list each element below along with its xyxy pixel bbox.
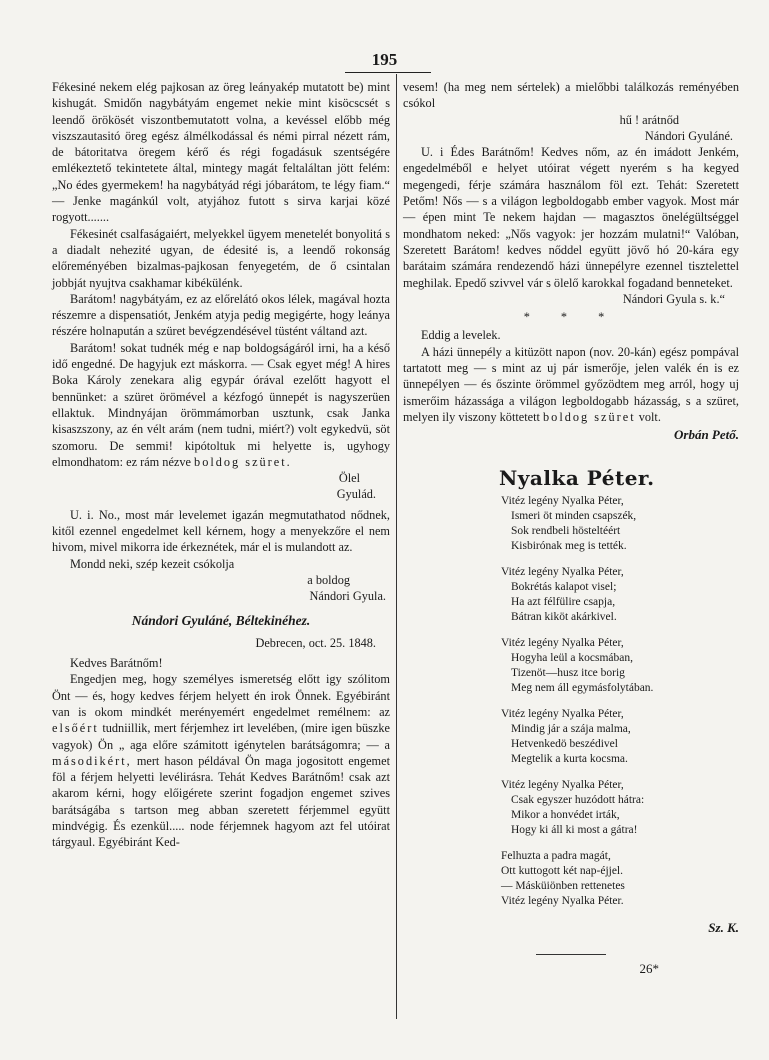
- footer-rule: [536, 954, 606, 955]
- poem-line: Hetvenkedö beszédivel: [511, 737, 618, 750]
- signer-name: Nándori Gyuláné.: [644, 128, 733, 143]
- poem-line: Ott kuttogott két nap-éjjel.: [501, 864, 624, 877]
- poem-line: — Másküiönben rettenetes: [501, 879, 625, 892]
- poem-line: Tizenöt—husz itce borig: [511, 666, 625, 679]
- spaced-text: másodikért,: [52, 753, 132, 768]
- poem-line: Bátran kiköt akárkivel.: [511, 610, 617, 623]
- spaced-text: elsőért: [52, 721, 99, 736]
- footer-mark: 26*: [639, 961, 659, 977]
- poem-line: Vitéz legény Nyalka Péter,: [501, 636, 624, 649]
- poem-line: Hogy ki áll ki most a gátra!: [511, 823, 638, 836]
- poem-line: Kisbirónak meg is tették.: [511, 539, 627, 552]
- paragraph: Eddig a levelek.: [421, 328, 501, 343]
- poem-line: Vitéz legény Nyalka Péter,: [501, 707, 624, 720]
- poem-line: Hogyha leül a kocsmában,: [511, 651, 633, 664]
- paragraph: Mondd neki, szép kezeit csókolja: [70, 556, 235, 571]
- poem-line: Mikor a honvédet irták,: [511, 808, 620, 821]
- poem-line: Felhuzta a padra magát,: [501, 849, 611, 862]
- poem-stanza: [501, 636, 739, 696]
- poem-title: Nyalka Péter.: [499, 465, 655, 490]
- poem-line: Meg nem áll egymásfolytában.: [511, 681, 654, 694]
- poem: [501, 494, 739, 909]
- poem-line: Vitéz legény Nyalka Péter,: [501, 494, 624, 507]
- spaced-text: boldog szüret.: [194, 454, 292, 469]
- poem-line: Csak egyszer huzódott hátra:: [511, 793, 645, 806]
- salutation: Kedves Barátnőm!: [70, 656, 163, 671]
- signer-name: Nándori Gyula s. k.“: [622, 291, 725, 306]
- paragraph: Barátom! nagybátyám, ez az előrelátó okos lélek, magával hozta részemre a dispensatiót, Jenkém atyja pedig megigérte, hogy leánya részére holnapután a szüret bevégzendésével tüstént váltand azt.: [52, 291, 390, 339]
- letter-heading: Nándori Gyuláné, Béltekinéhez.: [131, 612, 311, 628]
- spaced-text: boldog szüret: [543, 409, 636, 424]
- poem-line: Bokrétás kalapot visel;: [511, 580, 617, 593]
- paragraph-text: Engedjen meg, hogy személyes ismeretség előtt igy szólitom Önt — és, hogy kedves férjem helyett én irok Önnek. Egyébiránt van is okom mindkét merényemért engedelmet remélnem: az: [52, 672, 390, 719]
- paragraph-text: mert hason példával Ön maga jogositott engemet föl a férjem helyetti levélirásra. Tehát Kedves Barátnőm! csak azt akarom kérni, hogy előigérete szerint fogadjon engemet szives barátságába s tartson meg abban szeretett férjemmel együtt mindvégig. És ezenkül..... node férjemnek hagyom azt fel utóirat tárgyaul. Egyébiránt Ked-: [52, 753, 390, 850]
- paragraph: Fékesinét csalfaságaiért, melyekkel ügyem menetelét bonyolitá s a diadalt nehezité ugyan, de édesité is, a leendő rokonság előreményében bizalmas-pajkosan fenyegetém, de ő csintalan jobbját nyujtva csakhamar kibékülénk.: [52, 226, 390, 290]
- paragraph: [52, 340, 390, 470]
- poem-signature: Sz. K.: [708, 919, 739, 935]
- closing-word: a boldog: [307, 572, 350, 587]
- paragraph: vesem! (ha meg nem sértelek) a mielőbbi találkozás reményében csókol: [403, 80, 739, 111]
- poem-stanza: [501, 707, 739, 767]
- page-number: 195: [371, 50, 398, 69]
- paragraph-text: tudniillik, mert férjemhez irt levelében, (mire igen büszke vagyok) Ön „ aga előre számitott igénytelen barátságomra; — a: [52, 721, 390, 752]
- poem-stanza: [501, 778, 739, 838]
- paragraph: U. i. No., most már levelemet igazán megmutathatod nődnek, kitől ezennel engedelmet kell kérnem, hogy a menyekzőre el nem hivom, mivel mikorra ide érkeznétek, már el is mulandott az.: [52, 507, 390, 555]
- poem-line: Sok rendbeli hösteltéért: [511, 524, 621, 537]
- closing-word: hű ! arátnőd: [619, 112, 679, 127]
- column-divider: [396, 74, 397, 1019]
- paragraph-text: A házi ünnepély a kitüzött napon (nov. 20-kán) egész pompával tartatott meg — s mint az uj pár ismerője, jelen valék én is ez ünnepélyen — és őszinte örömmel győzödtem meg arról, hogy uj ismerőim házassága a világon legboldogabb házasság, s a szüret, melyen ily viszony köttetett: [403, 344, 739, 424]
- poem-line: Mindig jár a szája malma,: [511, 722, 631, 735]
- right-column: [403, 79, 739, 977]
- poem-stanza: [501, 565, 739, 625]
- poem-line: Ismeri öt minden csapszék,: [511, 509, 637, 522]
- poem-line: Vitéz legény Nyalka Péter.: [501, 894, 624, 907]
- author-signature: Orbán Pető.: [674, 427, 739, 443]
- signer-name: Gyulád.: [336, 487, 376, 502]
- paragraph-text: volt.: [638, 409, 661, 424]
- paragraph: Fékesiné nekem elég pajkosan az öreg leányakép mutatott be) mint kishugát. Smidőn nagybátyám engemet nekie mint kisöcscsét s leendő örökösét viszontbemutatott volna, a kevéssel előbb még viszszautasitó öreg egész álmélkodással és némi pirral nézett rám, de bátoritatva öregem kérő és régi fogadásuk szentségére emlékeztető tekintetete által, mintegy magát feltaláltan jött felém: „No édes gyermekem! ha nagybátyád régi jóbarátom, te légy fiam.“ — Jenke magánkúl volt, atyjához futott s sirva karjai közé rogyott.......: [52, 80, 390, 225]
- poem-stanza: [501, 494, 739, 554]
- poem-line: Megtelik a kurta kocsma.: [511, 752, 628, 765]
- section-stars: * * *: [523, 310, 619, 325]
- poem-line: Vitéz legény Nyalka Péter,: [501, 778, 624, 791]
- paragraph: [403, 344, 739, 425]
- poem-line: Ha azt félfülire csapja,: [511, 595, 616, 608]
- closing-word: Ölel: [338, 471, 360, 486]
- header-rule: [345, 72, 431, 73]
- paragraph: U. i Édes Barátnőm! Kedves nőm, az én imádott Jenkém, engedelméből e helyet utóirat végett nyerém s ha kegyed megengedi, férje számára használom föl ezt. Tehát: Szeretett Petőm! Nős — s a világon legboldogabb ember vagyok. Most már — épen mint Te nekem hajdan — magasztos önelégültséggel mondhatom neked: „Nős vagyok: jer hozzám mulatni!“ Valóban, Szeretett Barátom! kedves nőddel együtt jövő hó 20-kára egy barátaim számára rendezendő házi ünnepélyre ezennel tisztelettel meghilak. Epedő szivvel vár s ölelő karokkal fogadand benneteket.: [403, 145, 739, 290]
- poem-line: Vitéz legény Nyalka Péter,: [501, 565, 624, 578]
- paragraph: [52, 671, 390, 850]
- signer-name: Nándori Gyula.: [309, 589, 386, 604]
- left-column: [52, 79, 390, 851]
- poem-stanza: [501, 849, 739, 909]
- dateline: Debrecen, oct. 25. 1848.: [255, 635, 376, 650]
- paragraph-text: Barátom! sokat tudnék még e nap boldogságáról irni, ha a késő idő engedné. De hagyjuk ezt máskorra. — Csak egyet még! A hires Boka Károly zenekara alig egypár órával ezelőtt hagyott el bennünket: a szüret örömével a kézfogó ünnepét is nagyszerüen ellaktuk. Mindnyájan örömmámorban usztunk, csak Janka kisaszszony, az én vélt arám (nem tudni, miért?) volt egykedvü, söt szomoru. De semmi! kipótoltuk mi helyette is, ugyhogy elmondhatom: ez rám nézve: [52, 340, 390, 469]
